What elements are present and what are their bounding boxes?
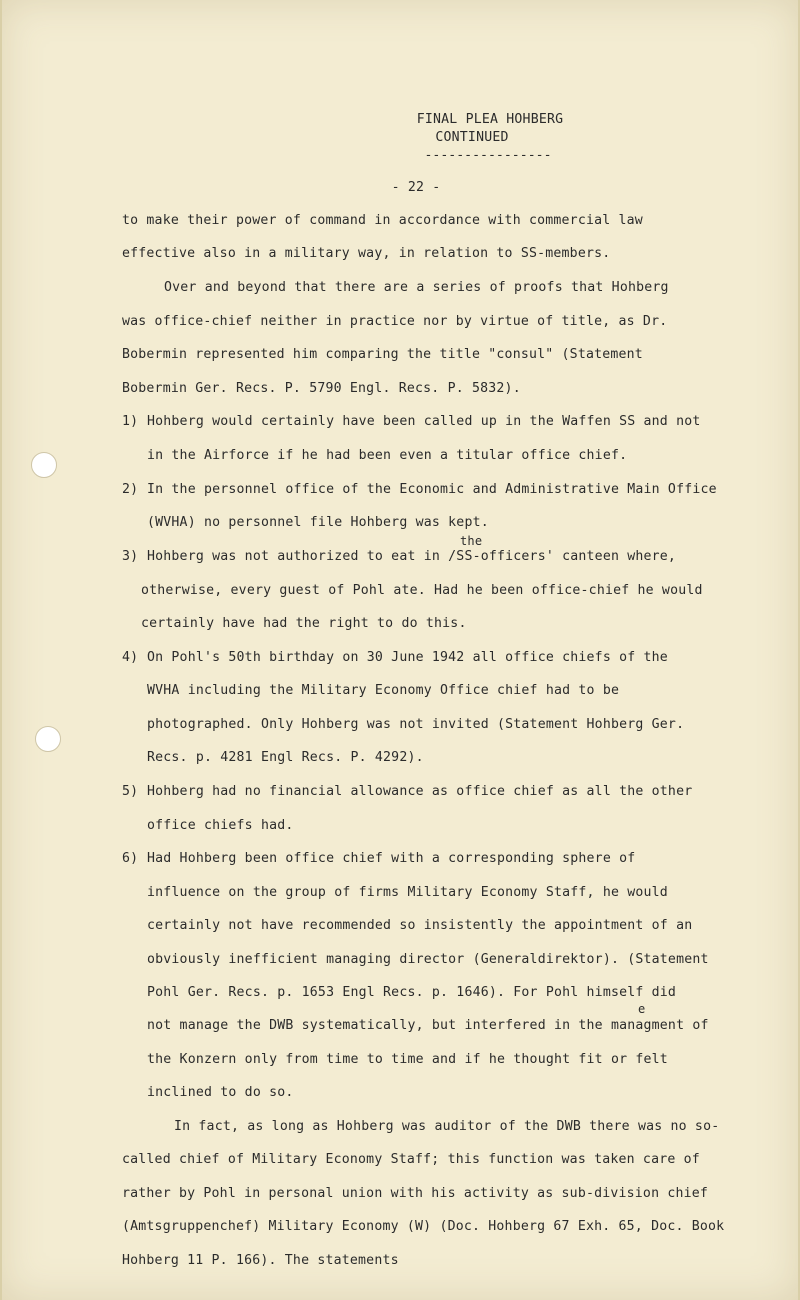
text-line: Hohberg 11 P. 166). The statements (122, 1253, 399, 1268)
text-line: otherwise, every guest of Pohl ate. Had he been office-chief he would (141, 583, 703, 598)
text-line: Hohberg had no financial allowance as office chief as all the other (147, 784, 693, 799)
handwritten-insertion: e (638, 1002, 646, 1016)
text-line: effective also in a military way, in relation to SS-members. (122, 246, 611, 261)
page-number: - 22 - (391, 180, 441, 195)
text-line: inclined to do so. (147, 1085, 294, 1100)
text-line: Bobermin Ger. Recs. P. 5790 Engl. Recs. P. 5832). (122, 381, 521, 396)
text-line: On Pohl's 50th birthday on 30 June 1942 all office chiefs of the (147, 650, 668, 665)
text-line: Recs. p. 4281 Engl Recs. P. 4292). (147, 750, 424, 765)
document-title: FINAL PLEA HOHBERG (416, 112, 564, 127)
text-line: certainly not have recommended so insistently the appointment of an (147, 918, 693, 933)
text-line: Hohberg was not authorized to eat in /SS-officers' canteen where, (147, 549, 677, 564)
text-line: photographed. Only Hohberg was not invited (Statement Hohberg Ger. (147, 717, 685, 732)
text-line: WVHA including the Military Economy Office chief had to be (147, 683, 620, 698)
text-line: influence on the group of firms Military Economy Staff, he would (147, 885, 668, 900)
text-line: In fact, as long as Hohberg was auditor of the DWB there was no so- (174, 1119, 720, 1134)
text-line: called chief of Military Economy Staff; this function was taken care of (122, 1152, 700, 1167)
text-line: Pohl Ger. Recs. p. 1653 Engl Recs. p. 1646). For Pohl himself did (147, 985, 677, 1000)
text-line: Bobermin represented him comparing the title "consul" (Statement (122, 347, 643, 362)
text-line: Over and beyond that there are a series of proofs that Hohberg (164, 280, 669, 295)
text-line: (Amtsgruppenchef) Military Economy (W) (Doc. Hohberg 67 Exh. 65, Doc. Book (122, 1219, 725, 1234)
text-line: the Konzern only from time to time and if he thought fit or felt (147, 1052, 668, 1067)
handwritten-insertion: the (460, 534, 483, 548)
punch-hole (31, 452, 57, 478)
text-line: (WVHA) no personnel file Hohberg was kept. (147, 515, 489, 530)
item-number: 6) (122, 851, 139, 866)
title-underline: ---------------- (424, 148, 552, 163)
item-number: 4) (122, 650, 139, 665)
item-number: 3) (122, 549, 139, 564)
text-line: rather by Pohl in personal union with his activity as sub-division chief (122, 1186, 709, 1201)
text-line: Had Hohberg been office chief with a corresponding sphere of (147, 851, 636, 866)
document-page (2, 0, 798, 1300)
text-line: In the personnel office of the Economic and Administrative Main Office (147, 482, 717, 497)
text-line: obviously inefficient managing director (Generaldirektor). (Statement (147, 952, 709, 967)
text-line: office chiefs had. (147, 818, 294, 833)
item-number: 2) (122, 482, 139, 497)
punch-hole (35, 726, 61, 752)
text-line: was office-chief neither in practice nor by virtue of title, as Dr. (122, 314, 668, 329)
text-line: Hohberg would certainly have been called up in the Waffen SS and not (147, 414, 701, 429)
item-number: 1) (122, 414, 139, 429)
item-number: 5) (122, 784, 139, 799)
text-line: not manage the DWB systematically, but interfered in the managment of (147, 1018, 709, 1033)
text-line: certainly have had the right to do this. (141, 616, 467, 631)
text-line: in the Airforce if he had been even a titular office chief. (147, 448, 628, 463)
document-subtitle: CONTINUED (435, 130, 509, 145)
text-line: to make their power of command in accordance with commercial law (122, 213, 643, 228)
